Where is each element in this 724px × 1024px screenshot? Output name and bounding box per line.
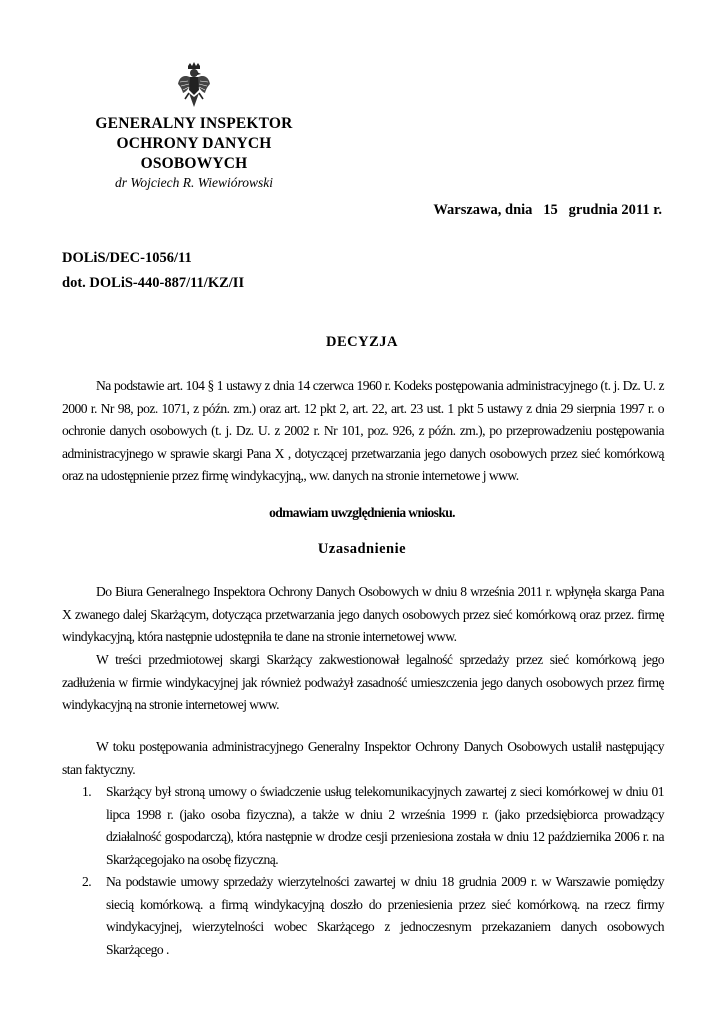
list-item-text: Na podstawie umowy sprzedaży wierzytelności zawartej w dniu 18 grudnia 2009 r. w Warszawie pomiędzy siecią komórkową. a firmą windykacyjną doszło do przeniesienia przez sieć komórkową. na rzecz firmy windykacyjnej, wierzytelności wobec Skarżącego z jednoczesnym przekazaniem danych osobowych Skarżącego . (106, 874, 664, 957)
justification-paragraph-2: W treści przedmiotowej skargi Skarżący zakwestionował legalność sprzedaży przez sieć komórkową jego zadłużenia w firmie windykacyjnej jak również podważył zasadność umieszczenia jego danych osobowych przez firmę windykacyjną na stronie internetowej www. (62, 652, 664, 712)
decision-reference-number: DOLiS/DEC-1056/11 (62, 250, 192, 266)
justification-paragraph-3: W toku postępowania administracyjnego Generalny Inspektor Ochrony Danych Osobowych ustalił następujący stan faktyczny. (62, 739, 664, 777)
decision-title: DECYZJA (326, 334, 398, 350)
case-reference-number: dot. DOLiS-440-887/11/KZ/II (62, 275, 245, 291)
list-item-number: 1. (82, 784, 92, 799)
signer-name: dr Wojciech R. Wiewiórowski (115, 175, 273, 190)
authority-title-line-3: OSOBOWYCH (140, 155, 248, 172)
justification-paragraph-1: Do Biura Generalnego Inspektora Ochrony Danych Osobowych w dniu 8 września 2011 r. wpłynęła skarga Pana X zwanego dalej Skarżącym, dotycząca przetwarzania jego danych osobowych przez sieć komórkową oraz przez. firmę windykacyjną, która następnie udostępniła te dane na stronie internetowej www. (62, 584, 664, 644)
authority-title-line-1: GENERALNY INSPEKTOR (95, 115, 293, 132)
letterhead (62, 62, 326, 192)
list-item (62, 781, 664, 871)
authority-title-line-2: OCHRONY DANYCH (116, 135, 272, 152)
justification-title: Uzasadnienie (317, 541, 407, 557)
facts-list (62, 781, 664, 961)
list-item (62, 871, 664, 961)
list-item-number: 2. (82, 874, 92, 889)
place-and-date: Warszawa, dnia 15 grudnia 2011 r. (433, 202, 662, 218)
legal-basis-paragraph: Na podstawie art. 104 § 1 ustawy z dnia 14 czerwca 1960 r. Kodeks postępowania administracyjnego (t. j. Dz. U. z 2000 r. Nr 98, poz. 1071, z późn. zm.) oraz art. 12 pkt 2, art. 22, art. 23 ust. 1 pkt 5 ustawy z dnia 29 sierpnia 1997 r. o ochronie danych osobowych (t. j. Dz. U. z 2002 r. Nr 101, poz. 926, z późn. zm.), po przeprowadzeniu postępowania administracyjnego w sprawie skargi Pana X , dotyczącej przetwarzania jego danych osobowych przez sieć komórkową oraz na udostępnienie przez firmę windykacyjną,, ww. danych na stronie internetowe j www. (62, 378, 664, 483)
ruling-statement: odmawiam uwzględnienia wniosku. (269, 505, 455, 520)
list-item-text: Skarżący był stroną umowy o świadczenie usług telekomunikacyjnych zawartej z sieci komórkowej w dniu 01 lipca 1998 r. (jako osoba fizyczna), a także w dniu 2 września 1999 r. (jako przedsiębiorca prowadzący działalność gospodarczą), która następnie w drodze cesji przeniesiona została w dniu 12 października 2006 r. na Skarżącegojako na osobę fizyczną. (106, 784, 664, 867)
polish-eagle-emblem-icon (177, 62, 211, 108)
